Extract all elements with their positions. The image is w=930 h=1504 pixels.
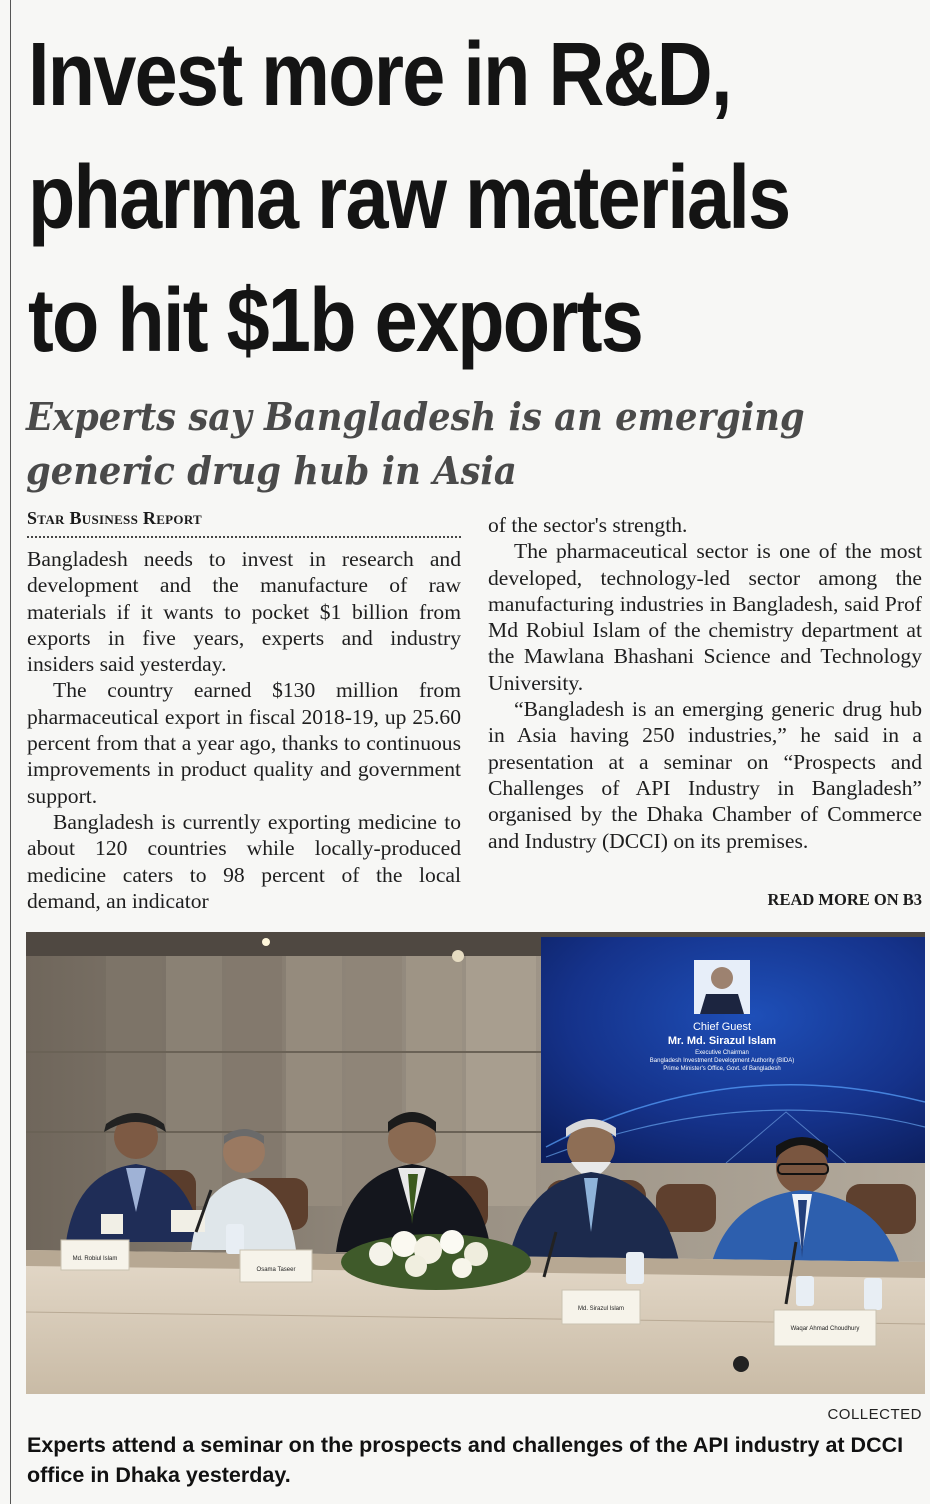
column-rule (10, 0, 11, 1504)
paragraph: of the sector's strength. (488, 513, 688, 537)
photo-caption: Experts attend a seminar on the prospects and challenges of the API industry at DCCI office in Dhaka yesterday. (27, 1433, 904, 1487)
paragraph: Bangladesh is currently exporting medicine to about 120 countries while locally-produced medicine caters to 98 percent of the local demand, an indicator (27, 809, 461, 913)
paragraph: “Bangladesh is an emerging generic drug hub in Asia having 250 industries,” he said in a presentation at a seminar on “Prospects and Challenges of API Industry in Bangladesh” organised by the Dhaka Chamber of Commerce and Industry (DCCI) on its premises. (488, 697, 922, 853)
seminar-photo (26, 932, 925, 1394)
screen-org: Bangladesh Investment Development Authority (BIDA) (649, 1058, 795, 1064)
screen-title: Executive Chairman (695, 1050, 749, 1056)
paragraph: The country earned $130 million from pharmaceutical export in fiscal 2018-19, up 25.60 percent from that a year ago, thanks to continuous improvements in product quality and government support. (27, 678, 461, 808)
subheadline (26, 390, 906, 498)
read-more-link[interactable]: READ MORE ON B3 (767, 890, 922, 909)
name-plate: Osama Taseer (256, 1267, 296, 1273)
article-column-2 (488, 512, 922, 854)
headline-line: to hit $1b exports (28, 271, 643, 371)
headline-line: Invest more in R&D, (28, 25, 731, 125)
paragraph: Bangladesh needs to invest in research and development and the manufacture of raw materials if it wants to pocket $1 billion from exports in five years, experts and industry insiders said yesterday. (27, 547, 461, 677)
name-plate: Md. Sirazul Islam (577, 1306, 625, 1312)
name-plate: Md. Robiul Islam (72, 1256, 118, 1262)
photo-credit: COLLECTED (827, 1406, 922, 1423)
screen-name: Mr. Md. Sirazul Islam (667, 1035, 777, 1047)
dotted-divider (27, 536, 461, 538)
subheadline-line: generic drug hub in Asia (26, 448, 517, 493)
name-plate: Waqar Ahmad Choudhury (790, 1326, 860, 1332)
headline-line: pharma raw materials (28, 148, 790, 248)
screen-role: Chief Guest (692, 1021, 752, 1033)
subheadline-line: Experts say Bangladesh is an emerging (26, 394, 805, 439)
byline: Star Business Report (27, 508, 203, 528)
paragraph: The pharmaceutical sector is one of the most developed, technology-led sector among the manufacturing industries in Bangladesh, said Prof Md Robiul Islam of the chemistry department at the Mawlana Bhashani Science and Technology University. (488, 539, 922, 695)
screen-office: Prime Minister's Office, Govt. of Bangladesh (663, 1066, 781, 1072)
headline (28, 14, 923, 383)
article-column-1 (27, 546, 461, 914)
